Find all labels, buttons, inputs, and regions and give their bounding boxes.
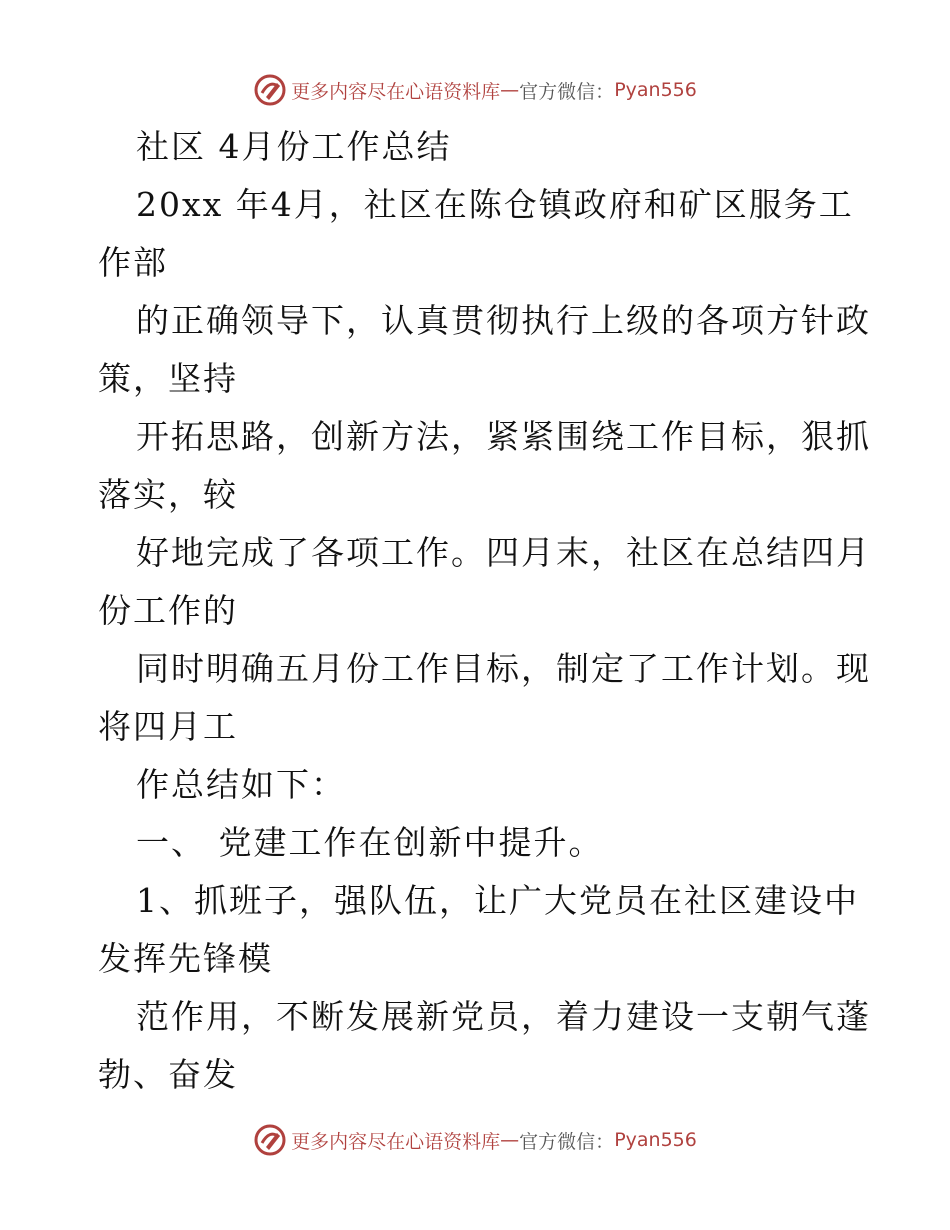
banner-wechat-label: 官方微信： <box>519 1130 615 1153</box>
document-line: 好地完成了各项工作。四月末，社区在总结四月 <box>136 533 871 572</box>
banner-text: 更多内容尽在心语资料库 <box>291 1130 501 1153</box>
document-line: 作总结如下： <box>136 765 346 804</box>
document-line: 的正确领导下，认真贯彻执行上级的各项方针政 <box>136 301 871 340</box>
document-line: 勃、奋发 <box>98 1055 238 1094</box>
banner-wechat-id: Pyan556 <box>614 79 697 101</box>
banner-separator: — <box>500 79 520 101</box>
document-title: 社区 4月份工作总结 <box>136 127 452 166</box>
document-line: 份工作的 <box>98 591 238 630</box>
banner-wechat-label: 官方微信： <box>519 80 615 103</box>
banner-separator: — <box>500 1129 520 1151</box>
brand-logo-icon <box>253 73 287 107</box>
footer-banner <box>0 1120 950 1160</box>
banner-text: 更多内容尽在心语资料库 <box>291 80 501 103</box>
brand-logo-icon <box>253 1123 287 1157</box>
document-line: 发挥先锋模 <box>98 939 273 978</box>
document-line: 同时明确五月份工作目标，制定了工作计划。现 <box>136 649 871 688</box>
document-line: 20xx 年4月，社区在陈仓镇政府和矿区服务工 <box>136 185 854 224</box>
document-line: 1、抓班子，强队伍，让广大党员在社区建设中 <box>136 881 859 920</box>
document-line: 开拓思路，创新方法，紧紧围绕工作目标，狠抓 <box>136 417 871 456</box>
document-line: 落实，较 <box>98 475 238 514</box>
document-line: 策，坚持 <box>98 359 238 398</box>
document-line: 一、 党建工作在创新中提升。 <box>136 823 604 862</box>
banner-wechat-id: Pyan556 <box>614 1129 697 1151</box>
header-banner <box>0 70 950 110</box>
document-body <box>98 118 871 1104</box>
document-line: 将四月工 <box>98 707 238 746</box>
document-line: 范作用，不断发展新党员，着力建设一支朝气蓬 <box>136 997 871 1036</box>
document-line: 作部 <box>98 243 168 282</box>
